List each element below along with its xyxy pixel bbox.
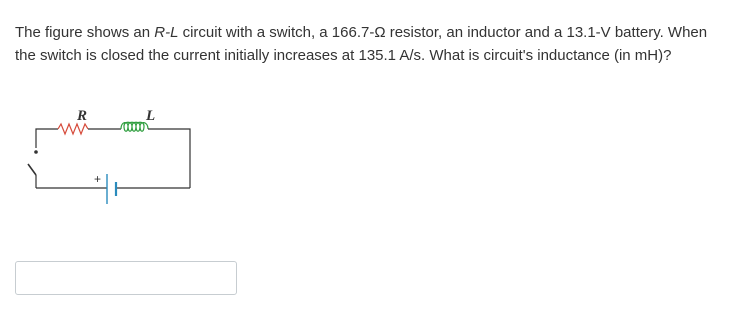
inductor-label: L	[146, 108, 156, 124]
resistor-zigzag	[58, 124, 88, 134]
question-part-2: circuit with a switch, a 166.7-Ω resistor, an inductor and a 13.1-V battery. When the switch is closed the current initially increases at 135.1 A/s. What is circuit's inductance (in mH)?	[15, 24, 708, 64]
wire-top-left	[36, 129, 58, 148]
battery-plus-sign: +	[94, 172, 102, 186]
inductor-coil	[121, 122, 148, 131]
circuit-type-label: R-L	[154, 24, 179, 41]
switch-contact-top	[34, 150, 38, 154]
answer-input[interactable]	[15, 261, 237, 295]
switch-lever	[28, 164, 36, 175]
question-part-1: The figure shows an	[15, 24, 155, 41]
question-text	[15, 21, 720, 67]
wire-top-right	[148, 129, 190, 188]
rl-circuit-diagram	[18, 104, 203, 214]
resistor-label: R	[77, 108, 88, 124]
